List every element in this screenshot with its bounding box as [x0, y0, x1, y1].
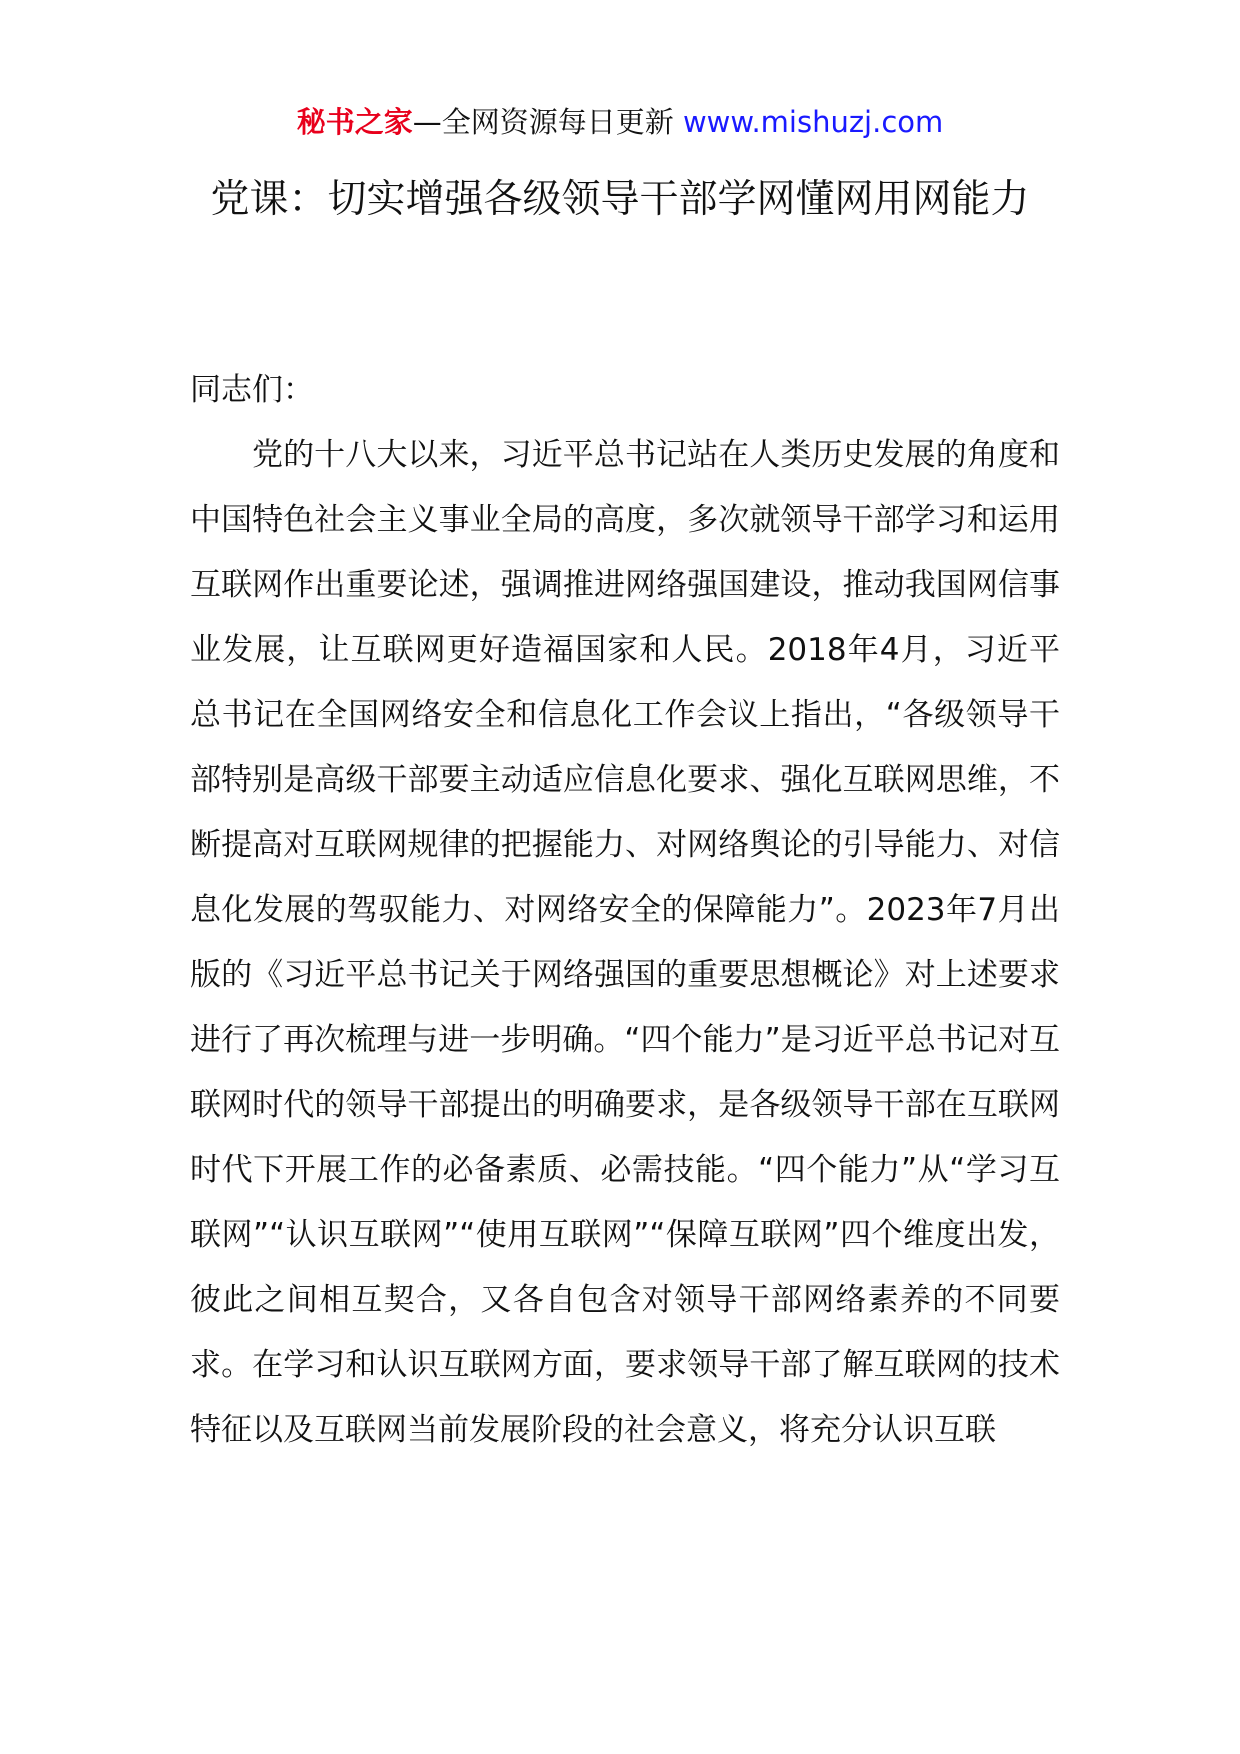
- site-header: [0, 100, 1240, 144]
- brand-name: 秘书之家: [296, 105, 413, 139]
- body-paragraph: 党的十八大以来，习近平总书记站在人类历史发展的角度和中国特色社会主义事业全局的高度，多次就领导干部学习和运用互联网作出重要论述，强调推进网络强国建设，推动我国网信事业发展，让互联网更好造福国家和人民。2018年4月，习近平总书记在全国网络安全和信息化工作会议上指出，“各级领导干部特别是高级干部要主动适应信息化要求、强化互联网思维，不断提高对互联网规律的把握能力、对网络舆论的引导能力、对信息化发展的驾驭能力、对网络安全的保障能力”。2023年7月出版的《习近平总书记关于网络强国的重要思想概论》对上述要求进行了再次梳理与进一步明确。“四个能力”是习近平总书记对互联网时代的领导干部提出的明确要求，是各级领导干部在互联网时代下开展工作的必备素质、必需技能。“四个能力”从“学习互联网”“认识互联网”“使用互联网”“保障互联网”四个维度出发，彼此之间相互契合，又各自包含对领导干部网络素养的不同要求。在学习和认识互联网方面，要求领导干部了解互联网的技术特征以及互联网当前发展阶段的社会意义，将充分认识互联: [190, 437, 1060, 1448]
- salutation: 同志们：: [190, 372, 314, 408]
- site-url-link[interactable]: www.mishuzj.com: [682, 105, 944, 139]
- header-tagline: —全网资源每日更新: [412, 105, 674, 139]
- document-body: [190, 358, 1060, 1463]
- document-title: 党课：切实增强各级领导干部学网懂网用网能力: [210, 177, 1030, 222]
